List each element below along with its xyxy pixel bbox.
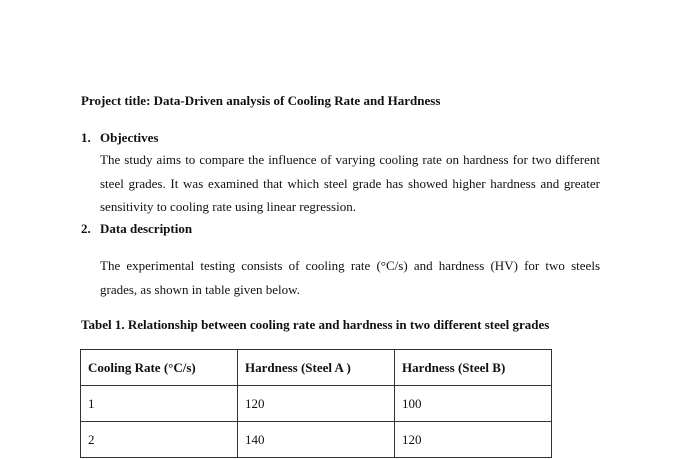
data-table — [80, 349, 552, 458]
table-cell: 100 — [395, 386, 552, 422]
table-row — [81, 422, 552, 458]
table-cell: 120 — [238, 386, 395, 422]
section-number: 2. — [81, 221, 91, 236]
objectives-paragraph — [100, 148, 600, 219]
project-title: Project title: Data-Driven analysis of Cooling Rate and Hardness — [81, 93, 441, 108]
header-hardness-steel-b: Hardness (Steel B) — [395, 350, 552, 386]
table-cell: 120 — [395, 422, 552, 458]
header-hardness-steel-a: Hardness (Steel A ) — [238, 350, 395, 386]
section-number: 1. — [81, 130, 91, 145]
section-heading-data-description — [81, 219, 192, 239]
paragraph-line: The experimental testing consists of cooling rate (°C/s) and hardness (HV) for two steels — [100, 258, 600, 273]
paragraph-line: steel grades. It was examined that which steel grade has showed higher hardness and greater — [100, 175, 600, 191]
header-cooling-rate: Cooling Rate (°C/s) — [81, 350, 238, 386]
section-heading-objectives — [81, 128, 158, 148]
section-title: Objectives — [100, 130, 159, 145]
section-title: Data description — [100, 221, 193, 236]
paragraph-line: The study aims to compare the influence of varying cooling rate on hardness for two different — [100, 152, 600, 167]
table-row — [81, 386, 552, 422]
table-header-row — [81, 350, 552, 386]
table-cell: 140 — [238, 422, 395, 458]
table-cell: 1 — [81, 386, 238, 422]
paragraph-line: grades, as shown in table given below. — [100, 281, 300, 297]
paragraph-line: sensitivity to cooling rate using linear regression. — [100, 199, 356, 214]
table-caption: Tabel 1. Relationship between cooling rate and hardness in two different steel grades — [81, 317, 550, 332]
table-cell: 2 — [81, 422, 238, 458]
data-description-paragraph — [100, 254, 600, 301]
